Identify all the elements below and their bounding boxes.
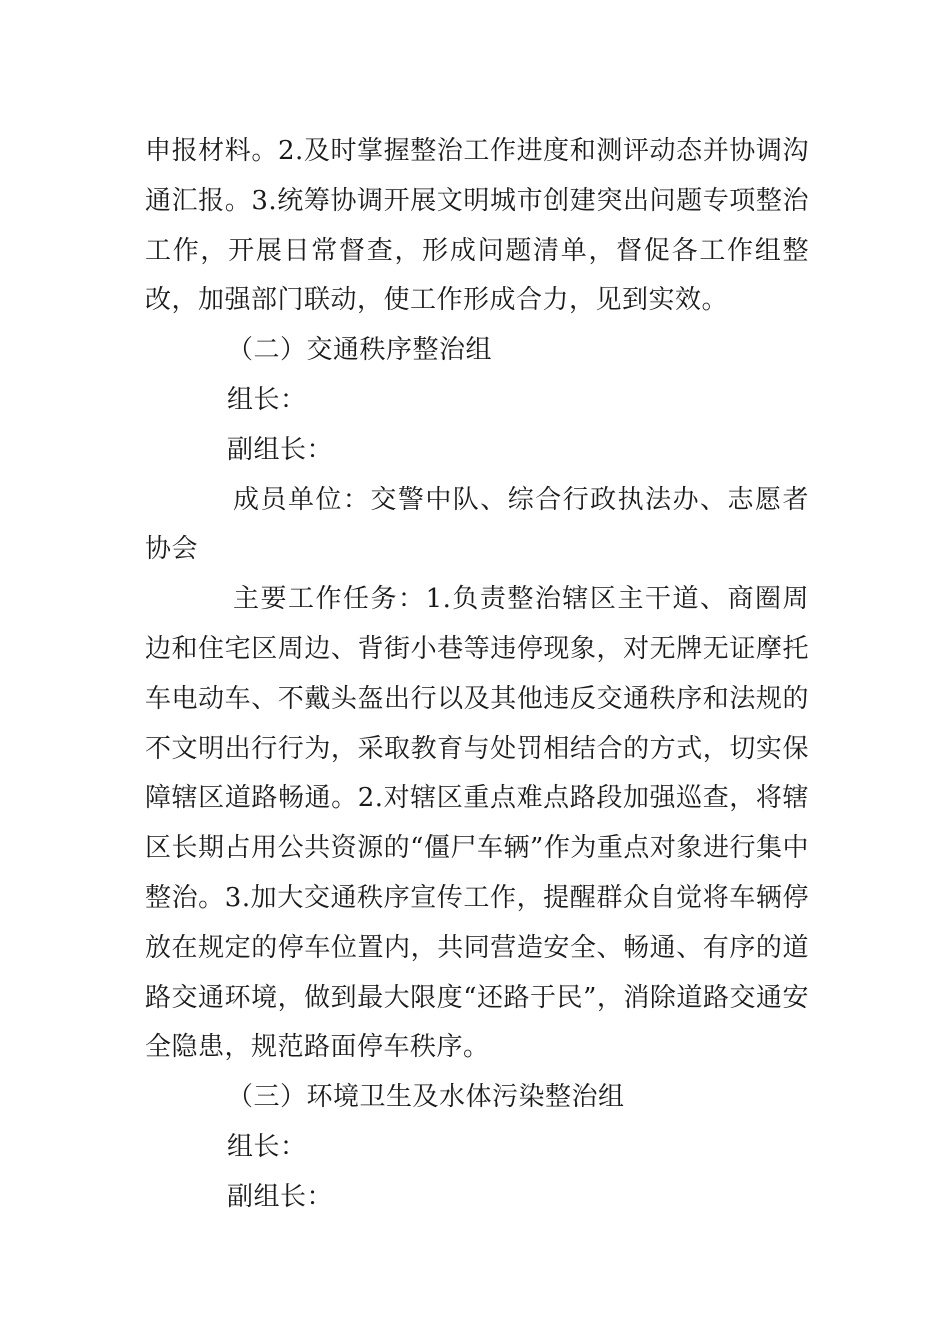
paragraph-continuation: 申报材料。2.及时掌握整治工作进度和测评动态并协调沟通汇报。3.统筹协调开展文明城市创建突出问题专项整治工作，开展日常督查，形成问题清单，督促各工作组整改，加强部门联动，使工作形成合力，见到实效。 (145, 136, 809, 316)
document-body (145, 127, 809, 1223)
group-leader-line-2: 组长： (227, 1131, 307, 1162)
deputy-leader-line-2: 副组长： (227, 1181, 334, 1212)
section-heading-traffic: （二）交通秩序整治组 (227, 335, 493, 366)
section-heading-environment: （三）环境卫生及水体污染整治组 (227, 1082, 625, 1113)
group-leader-line: 组长： (227, 384, 307, 415)
main-tasks-paragraph: 主要工作任务：1.负责整治辖区主干道、商圈周边和住宅区周边、背街小巷等违停现象，对无牌无证摩托车电动车、不戴头盔出行以及其他违反交通秩序和法规的不文明出行行为，采取教育与处罚相结合的方式，切实保障辖区道路畅通。2.对辖区重点难点路段加强巡查，将辖区长期占用公共资源的“僵尸车辆”作为重点对象进行集中整治。3.加大交通秩序宣传工作，提醒群众自觉将车辆停放在规定的停车位置内，共同营造安全、畅通、有序的道路交通环境，做到最大限度“还路于民”，消除道路交通安全隐患，规范路面停车秩序。 (145, 584, 809, 1063)
member-units-line: 成员单位：交警中队、综合行政执法办、志愿者协会 (145, 484, 809, 565)
deputy-leader-line: 副组长： (227, 434, 334, 465)
